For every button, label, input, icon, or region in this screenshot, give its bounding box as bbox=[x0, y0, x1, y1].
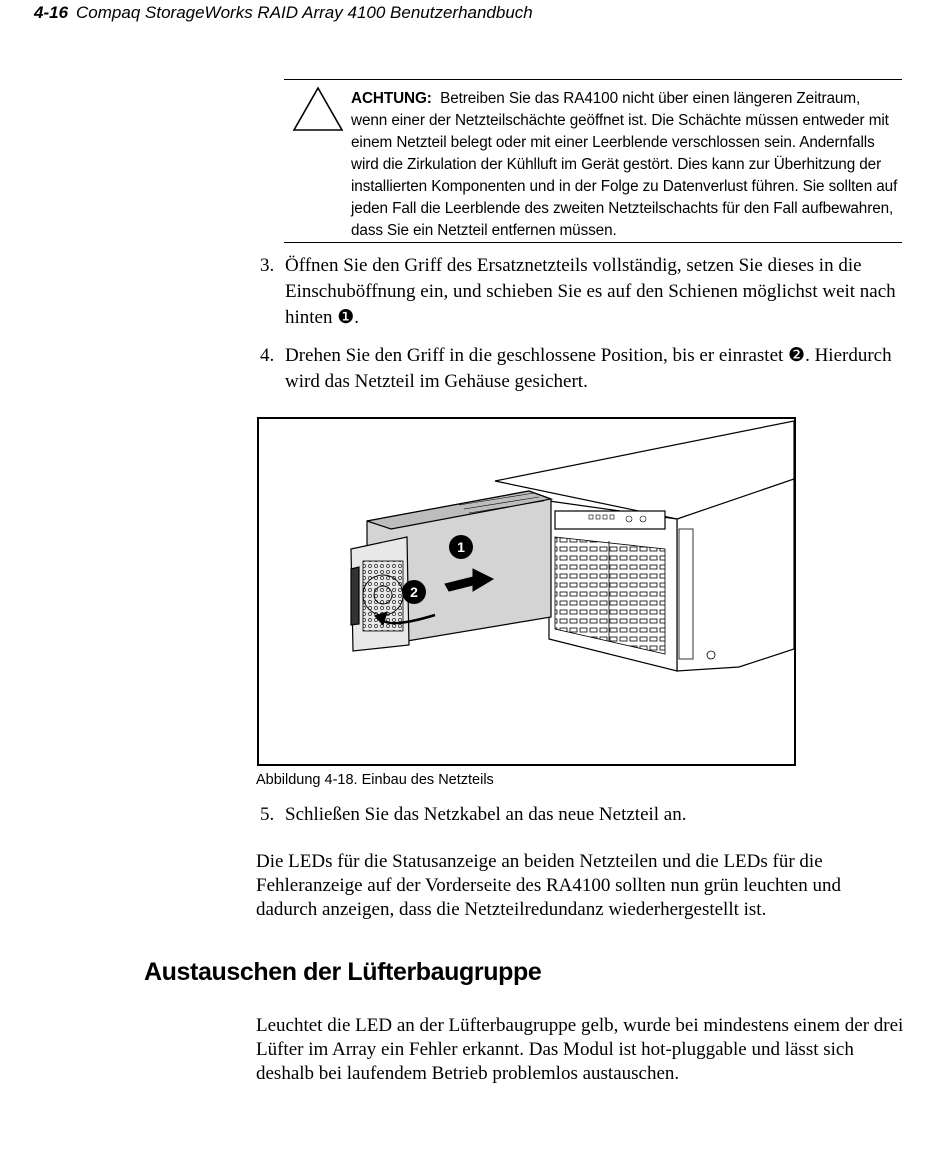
page-header bbox=[34, 3, 533, 23]
power-supply-illustration bbox=[259, 419, 794, 764]
step-3 bbox=[260, 253, 900, 331]
caution-text: Betreiben Sie das RA4100 nicht über einen längeren Zeitraum, wenn einer der Netzteilschächte geöffnet ist. Die Schächte müssen entweder mit einem Netzteil belegt oder mit einer Leerblende verschlossen sein. Andernfalls wird die Zirkulation der Kühlluft im Gerät gestört. Dies kann zur Überhitzung der installierten Komponenten und in der Folge zu Datenverlust führen. Sie sollten auf jeden Fall die Leerblende des zweiten Netzteilschachts für den Fall aufbewahren, dass Sie ein Netzteil entfernen müssen. bbox=[351, 90, 898, 239]
step-text: Schließen Sie das Netzkabel an das neue Netzteil an. bbox=[285, 804, 687, 825]
step-number: 5. bbox=[260, 804, 275, 825]
caution-label: ACHTUNG: bbox=[351, 90, 432, 107]
step-number: 4. bbox=[260, 345, 275, 366]
section-heading: Austauschen der Lüfterbaugruppe bbox=[144, 958, 542, 986]
figure-caption: Abbildung 4-18. Einbau des Netzteils bbox=[256, 772, 494, 788]
caution-text-block bbox=[351, 88, 899, 242]
book-title: Compaq StorageWorks RAID Array 4100 Benutzerhandbuch bbox=[76, 3, 533, 22]
step-number: 3. bbox=[260, 255, 275, 276]
power-supply-unit bbox=[351, 491, 551, 651]
svg-text:2: 2 bbox=[410, 584, 418, 600]
caution-box bbox=[284, 79, 902, 243]
step-5 bbox=[260, 802, 900, 828]
figure-power-supply-install bbox=[257, 417, 796, 766]
callout-1 bbox=[449, 535, 473, 559]
caution-triangle-icon bbox=[292, 86, 344, 132]
section-paragraph: Leuchtet die LED an der Lüfterbaugruppe gelb, wurde bei mindestens einem der drei Lüfter im Array ein Fehler erkannt. Das Modul ist hot-pluggable und lässt sich deshalb bei laufendem Betrieb problemlos austauschen. bbox=[256, 1015, 904, 1084]
step-4 bbox=[260, 343, 900, 395]
callout-2 bbox=[402, 580, 426, 604]
step-text: Drehen Sie den Griff in die geschlossene Position, bis er einrastet ❷. Hierdurch wird das Netzteil im Gehäuse gesichert. bbox=[285, 345, 892, 392]
page-number: 4-16 bbox=[34, 3, 69, 22]
body-paragraph: Die LEDs für die Statusanzeige an beiden Netzteilen und die LEDs für die Fehleranzeige auf der Vorderseite des RA4100 sollten nun grün leuchten und dadurch anzeigen, dass die Netzteilredundanz wiederhergestellt ist. bbox=[256, 851, 841, 920]
step-text: Öffnen Sie den Griff des Ersatznetzteils vollständig, setzen Sie dieses in die Einschuböffnung ein, und schieben Sie es auf den Schienen möglichst weit nach hinten ❶. bbox=[285, 255, 896, 328]
svg-text:1: 1 bbox=[457, 539, 465, 555]
